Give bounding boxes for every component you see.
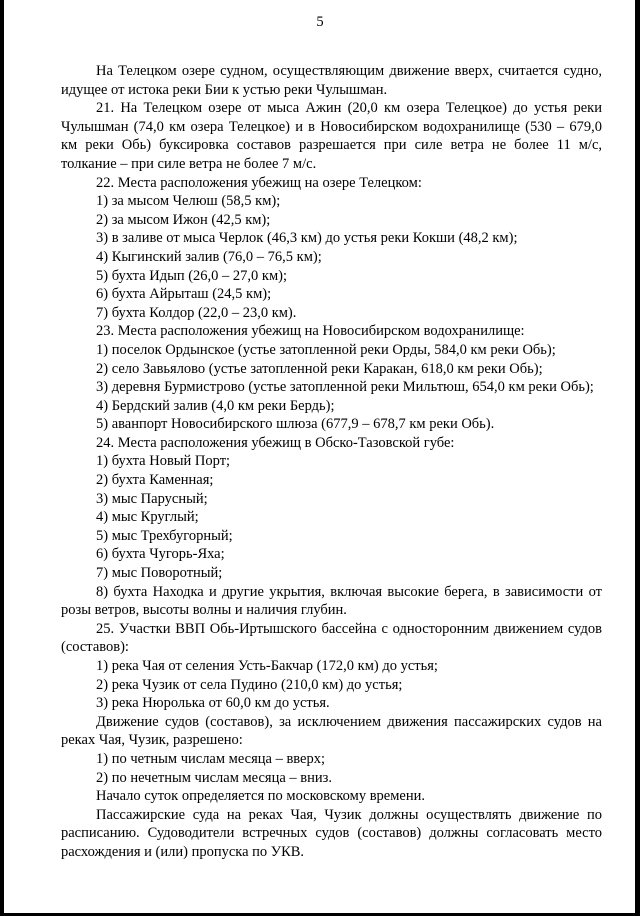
list-item: 4) Кыгинский залив (76,0 – 76,5 км); [96, 248, 322, 265]
list-item: 2) река Чузик от села Пудино (210,0 км) до устья; [96, 676, 403, 693]
list-item: 3) река Нюролька от 60,0 км до устья. [96, 695, 330, 712]
list-item: 4) Бердский залив (4,0 км реки Бердь); [96, 397, 335, 414]
list-item: 6) бухта Айрыташ (24,5 км); [96, 286, 272, 303]
paragraph-item-25-heading: 25. Участки ВВП Обь-Иртышского бассейна с односторонним движением судов (составов): [61, 620, 602, 656]
page-number: 5 [316, 14, 324, 30]
paragraph-day-start-note: Начало суток определяется по московскому времени. [96, 788, 425, 805]
list-item: 5) бухта Идып (26,0 – 27,0 км); [96, 267, 287, 284]
document-body [61, 62, 602, 862]
list-item: 5) аванпорт Новосибирского шлюза (677,9 – 678,7 км реки Обь). [96, 416, 495, 433]
list-item: 1) за мысом Челюш (58,5 км); [96, 193, 281, 210]
list-item: 2) село Завьялово (устье затопленной реки Каракан, 618,0 км реки Обь); [96, 360, 543, 377]
list-item: 3) деревня Бурмистрово (устье затопленной реки Мильтюш, 654,0 км реки Обь); [96, 379, 594, 396]
list-item: 1) река Чая от селения Усть-Бакчар (172,0 км) до устья; [96, 658, 438, 674]
list-item: 3) в заливе от мыса Черлок (46,3 км) до устья реки Кокши (48,2 км); [96, 230, 518, 247]
list-item: 3) мыс Парусный; [96, 490, 208, 507]
paragraph-item-22-heading: 22. Места расположения убежищ на озере Телецком: [96, 174, 422, 191]
list-item: 1) по четным числам месяца – вверх; [96, 750, 326, 767]
list-item: 1) бухта Новый Порт; [96, 453, 231, 470]
list-item: 2) за мысом Ижон (42,5 км); [96, 211, 271, 228]
list-item: 5) мыс Трехбугорный; [96, 527, 233, 544]
list-item: 1) поселок Ордынское (устье затопленной реки Орды, 584,0 км реки Обь); [96, 341, 556, 358]
list-item: 2) бухта Каменная; [96, 472, 214, 489]
paragraph-traffic-rule: Движение судов (составов), за исключением движения пассажирских судов на реках Чая, Чузик, разрешено: [61, 713, 602, 749]
paragraph-item-24-heading: 24. Места расположения убежищ в Обско-Тазовской губе: [96, 434, 455, 451]
paragraph-teletskoye-upstream-definition: На Телецком озере судном, осуществляющим движение вверх, считается судно, идущее от истока реки Бии к устью реки Чулышман. [61, 63, 602, 98]
paragraph-item-21-wind-limits: 21. На Телецком озере от мыса Ажин (20,0 км озера Телецкое) до устья реки Чулышман (74,0 км озера Телецкое) и в Новосибирском водохранилище (530 – 679,0 км реки Обь) буксировка составов разрешается при силе ветра не более 11 м/с, толкание – при силе ветра не более 7 м/с. [61, 100, 602, 172]
paragraph-passenger-vessels-schedule: Пассажирские суда на реках Чая, Чузик должны осуществлять движение по расписанию. Судоводители встречных судов (составов) должны согласовать место расхождения и (или) пропуска по УКВ. [61, 806, 602, 860]
list-item: 2) по нечетным числам месяца – вниз. [96, 769, 332, 786]
list-item: 4) мыс Круглый; [96, 509, 199, 526]
scan-edge-right [635, 0, 640, 916]
list-item: 8) бухта Находка и другие укрытия, включая высокие берега, в зависимости от розы ветров, высоты волны и наличия глубин. [61, 583, 602, 619]
list-item: 7) мыс Поворотный; [96, 565, 223, 582]
list-item: 6) бухта Чугорь-Яха; [96, 546, 225, 563]
list-item: 7) бухта Колдор (22,0 – 23,0 км). [96, 304, 297, 321]
scan-edge-left [0, 0, 4, 916]
paragraph-item-23-heading: 23. Места расположения убежищ на Новосибирском водохранилище: [96, 323, 525, 340]
